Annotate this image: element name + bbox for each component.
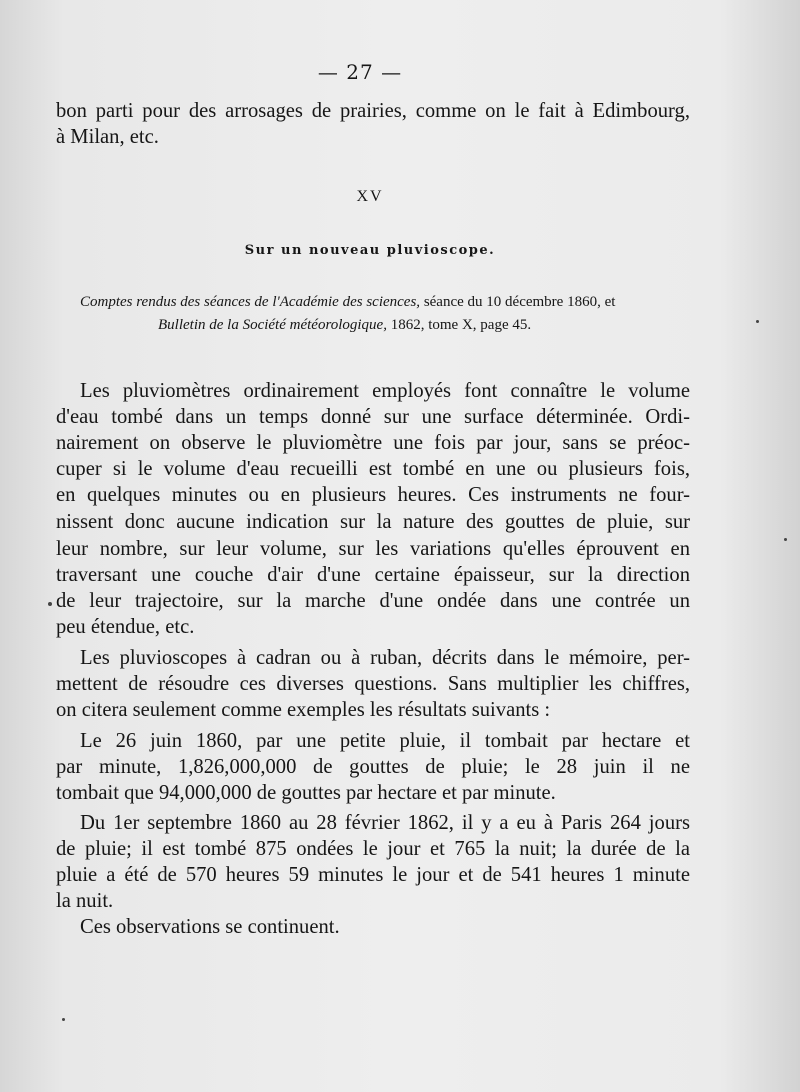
page-number: — 27 — (317, 60, 403, 84)
section-number: XV (356, 188, 384, 205)
paragraph-line: nairement on observe le pluviomètre une fois par jour, sans se préoc- (56, 432, 690, 454)
paragraph-line: Le 26 juin 1860, par une petite pluie, il tombait par hectare et (80, 730, 690, 752)
paragraph-line: tombait que 94,000,000 de gouttes par hectare et par minute. (56, 782, 556, 804)
paragraph-line: Les pluvioscopes à cadran ou à ruban, décrits dans le mémoire, per- (80, 647, 690, 669)
reference-source-2: Bulletin de la Société météorologique, (158, 317, 387, 333)
paragraph-line: leur nombre, sur leur volume, sur les variations qu'elles éprouvent en (56, 538, 690, 560)
paragraph-line: de leur trajectoire, sur la marche d'une ondée dans une contrée un (56, 590, 690, 612)
reference-line-2 (158, 315, 531, 335)
section-title: Sur un nouveau pluvioscope. (244, 243, 496, 258)
reference-line-1 (80, 292, 615, 312)
paragraph-line: cuper si le volume d'eau recueilli est tombé en une ou plusieurs fois, (56, 458, 690, 480)
paragraph-line: on citera seulement comme exemples les résultats suivants : (56, 699, 551, 721)
paragraph-line: de pluie; il est tombé 875 ondées le jour et 765 la nuit; la durée de la (56, 838, 690, 860)
scan-speck (48, 602, 52, 606)
continuation-line: bon parti pour des arrosages de prairies, comme on le fait à Edimbourg, (56, 100, 690, 122)
paragraph-line: traversant une couche d'air d'une certaine épaisseur, sur la direction (56, 564, 690, 586)
paragraph-line: peu étendue, etc. (56, 616, 195, 638)
paragraph-line: par minute, 1,826,000,000 de gouttes de pluie; le 28 juin il ne (56, 756, 690, 778)
paragraph-line: mettent de résoudre ces diverses questions. Sans multiplier les chiffres, (56, 673, 690, 695)
scan-speck (784, 538, 787, 541)
continuation-line: à Milan, etc. (56, 126, 159, 148)
scan-speck (62, 1018, 65, 1021)
paragraph-line: Les pluviomètres ordinairement employés font connaître le volume (80, 380, 690, 402)
paragraph-line: pluie a été de 570 heures 59 minutes le jour et de 541 heures 1 minute (56, 864, 690, 886)
reference-source-1: Comptes rendus des séances de l'Académie des sciences, (80, 294, 421, 310)
reference-detail-2: 1862, tome X, page 45. (390, 317, 532, 333)
paragraph-line: la nuit. (56, 890, 114, 912)
paragraph-line: Ces observations se continuent. (80, 916, 340, 938)
paragraph-line: nissent donc aucune indication sur la nature des gouttes de pluie, sur (56, 511, 690, 533)
scan-speck (756, 320, 759, 323)
paragraph-line: d'eau tombé dans un temps donné sur une surface déterminée. Ordi- (56, 406, 690, 428)
paragraph-line: en quelques minutes ou en plusieurs heures. Ces instruments ne four- (56, 484, 690, 506)
reference-detail-1: séance du 10 décembre 1860, et (423, 294, 616, 310)
paragraph-line: Du 1er septembre 1860 au 28 février 1862, il y a eu à Paris 264 jours (80, 812, 690, 834)
